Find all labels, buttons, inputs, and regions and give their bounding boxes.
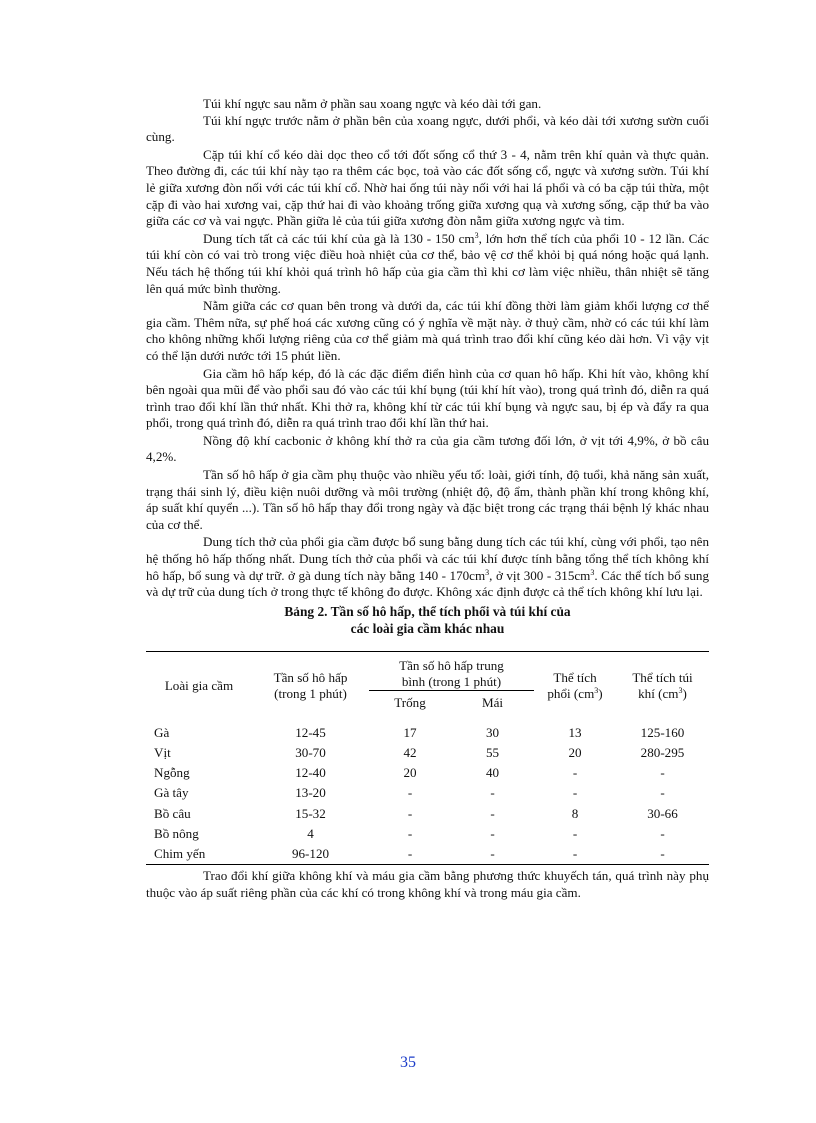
table-row: Bồ câu 15-32 - - 8 30-66: [154, 805, 678, 821]
header-rate: Tần số hô hấp (trong 1 phút): [252, 651, 369, 715]
paragraph: Tần số hô hấp ở gia cầm phụ thuộc vào nhiều yếu tố: loài, giới tính, độ tuổi, khả năng sản xuất, trạng thái sinh lý, điều kiện nuôi dưỡng và môi trường (nhiệt độ, độ ẩm, thành phần khí trong không khí, áp suất khí quyển ...). Tần số hô hấp thay đổi trong ngày và đặc biệt trong các trạng thái bệnh lý khác nhau của cơ thể.: [146, 467, 709, 532]
paragraph: Túi khí ngực sau nằm ở phần sau xoang ngực và kéo dài tới gan.: [203, 96, 542, 111]
table-row: Gà 12-45 17 30 13 125-160: [154, 724, 685, 740]
paragraph: Dung tích tất cả các túi khí của gà là 130 - 150 $cm^3$, lớn hơn thể tích của phổi 10 - 12 lần. Các túi khí còn có vai trò trong việc điều hoà nhiệt của cơ thể, bảo vệ cơ thể khỏi bị quá nóng hoặc quá lạnh. Nếu tách hệ thống túi khí khỏi quá trình hô hấp của gia cầm thì khi cơ làm việc nhiều, thân nhiệt sẽ tăng lên quá mức bình thường.: [146, 230, 709, 296]
header-male: Trống: [369, 690, 451, 715]
table-body: [146, 715, 709, 865]
header-lung-volume: Thể tích phổi $(cm^3)$: [534, 651, 616, 715]
paragraph: Nồng độ khí cacbonic ở không khí thở ra của gia cầm tương đối lớn, ở vịt tới 4,9%, ở bồ câu 4,2%.: [146, 432, 709, 465]
body-text: [146, 96, 709, 901]
table-row: Bồ nông 4 - - - -: [154, 825, 665, 841]
closing-paragraph: Trao đổi khí giữa không khí và máu gia cầm bằng phương thức khuyếch tán, quá trình này phụ thuộc vào áp suất riêng phần của các khí có trong không khí và trong máu gia cầm.: [146, 868, 709, 900]
table-row: Ngỗng 12-40 20 40 - -: [154, 765, 665, 781]
paragraph: Cặp túi khí cổ kéo dài dọc theo cổ tới đốt sống cổ thứ 3 - 4, nằm trên khí quản và thực quản. Theo đường đi, các túi khí này tạo ra thêm các bọc, toả vào các đốt sống cổ, ngực và xương sườn. Túi khí lẻ giữa xương đòn nối với các túi khí cổ. Nhờ hai ống túi này nối với hai lá phổi và có ba cặp túi thừa, một cặp đi vào hai xương vai, cặp thứ hai đi vào khoảng trống giữa xương quạ và xương sống, cặp thứ ba vào giữa các cơ và vai ngực. Phần giữa lẻ của túi giữa xương đòn nằm giữa xương ngực và tim.: [146, 146, 709, 229]
table-row: [146, 715, 709, 723]
caption-line: Bảng 2. Tần số hô hấp, thể tích phổi và túi khí của: [284, 603, 571, 619]
header-average-rate: Tần số hô hấp trung bình (trong 1 phút): [369, 651, 534, 690]
paragraph: Nằm giữa các cơ quan bên trong và dưới da, các túi khí đồng thời làm giảm khối lượng cơ thể gia cầm. Thêm nữa, sự phế hoá các xương cũng có ý nghĩa về mặt này. ở thuỷ cầm, nhờ có các túi khí làm cho không những khối lượng riêng của cơ thể giảm mà quá trình trao đổi khí cũng kéo dài hơn. Vì vậy vịt có thể lặn dưới nước tới 15 phút liền.: [146, 298, 709, 363]
paragraph: Dung tích thở của phổi gia cầm được bổ sung bằng dung tích các túi khí, cùng với phổi, tạo nên hệ thống hô hấp thống nhất. Dung tích thở của phổi và các túi khí được tính bằng tổng thể tích không khí hô hấp, bổ sung và dự trữ. ở gà dung tích này bằng $140 - 170cm^3$, ở vịt $300 - 315cm^3$. Các thể tích bổ sung và dự trữ của dung tích ở trong thực tế không đo được. Không xác định được cả thể tích không khí lưu lại.: [146, 534, 709, 600]
caption-line: các loài gia cầm khác nhau: [350, 620, 505, 636]
header-air-sac-volume: Thể tích túi khí $(cm^3)$: [616, 651, 709, 715]
table-row: Vịt 30-70 42 55 20 280-295: [154, 745, 685, 761]
table-row: Chim yến 96-120 - - - -: [146, 844, 709, 865]
paragraph: Gia cầm hô hấp kép, đó là các đặc điểm điển hình của cơ quan hô hấp. Khi hít vào, không khí bên ngoài qua mũi để vào phổi sau đó vào các túi khí bụng (túi khí hít vào), trong quá trình đó, diễn ra quá trình trao đổi khí lần thứ nhất. Khi thở ra, không khí từ các túi khí bụng và ngực sau, bị ép và đẩy ra qua phổi, trong quá trình đó, diễn ra quá trình trao đổi khí lần thứ hai.: [146, 365, 709, 431]
data-table: [146, 651, 709, 865]
header-female: Mái: [451, 690, 534, 715]
paragraph: Túi khí ngực trước nằm ở phần bên của xoang ngực, dưới phổi, và kéo dài tới xương sườn cuối cùng.: [146, 112, 709, 145]
table-row: Gà tây 13-20 - - - -: [154, 785, 665, 801]
page-number: 35: [400, 1054, 416, 1071]
header-species: Loài gia cầm: [146, 651, 252, 715]
table-caption: [146, 603, 709, 637]
